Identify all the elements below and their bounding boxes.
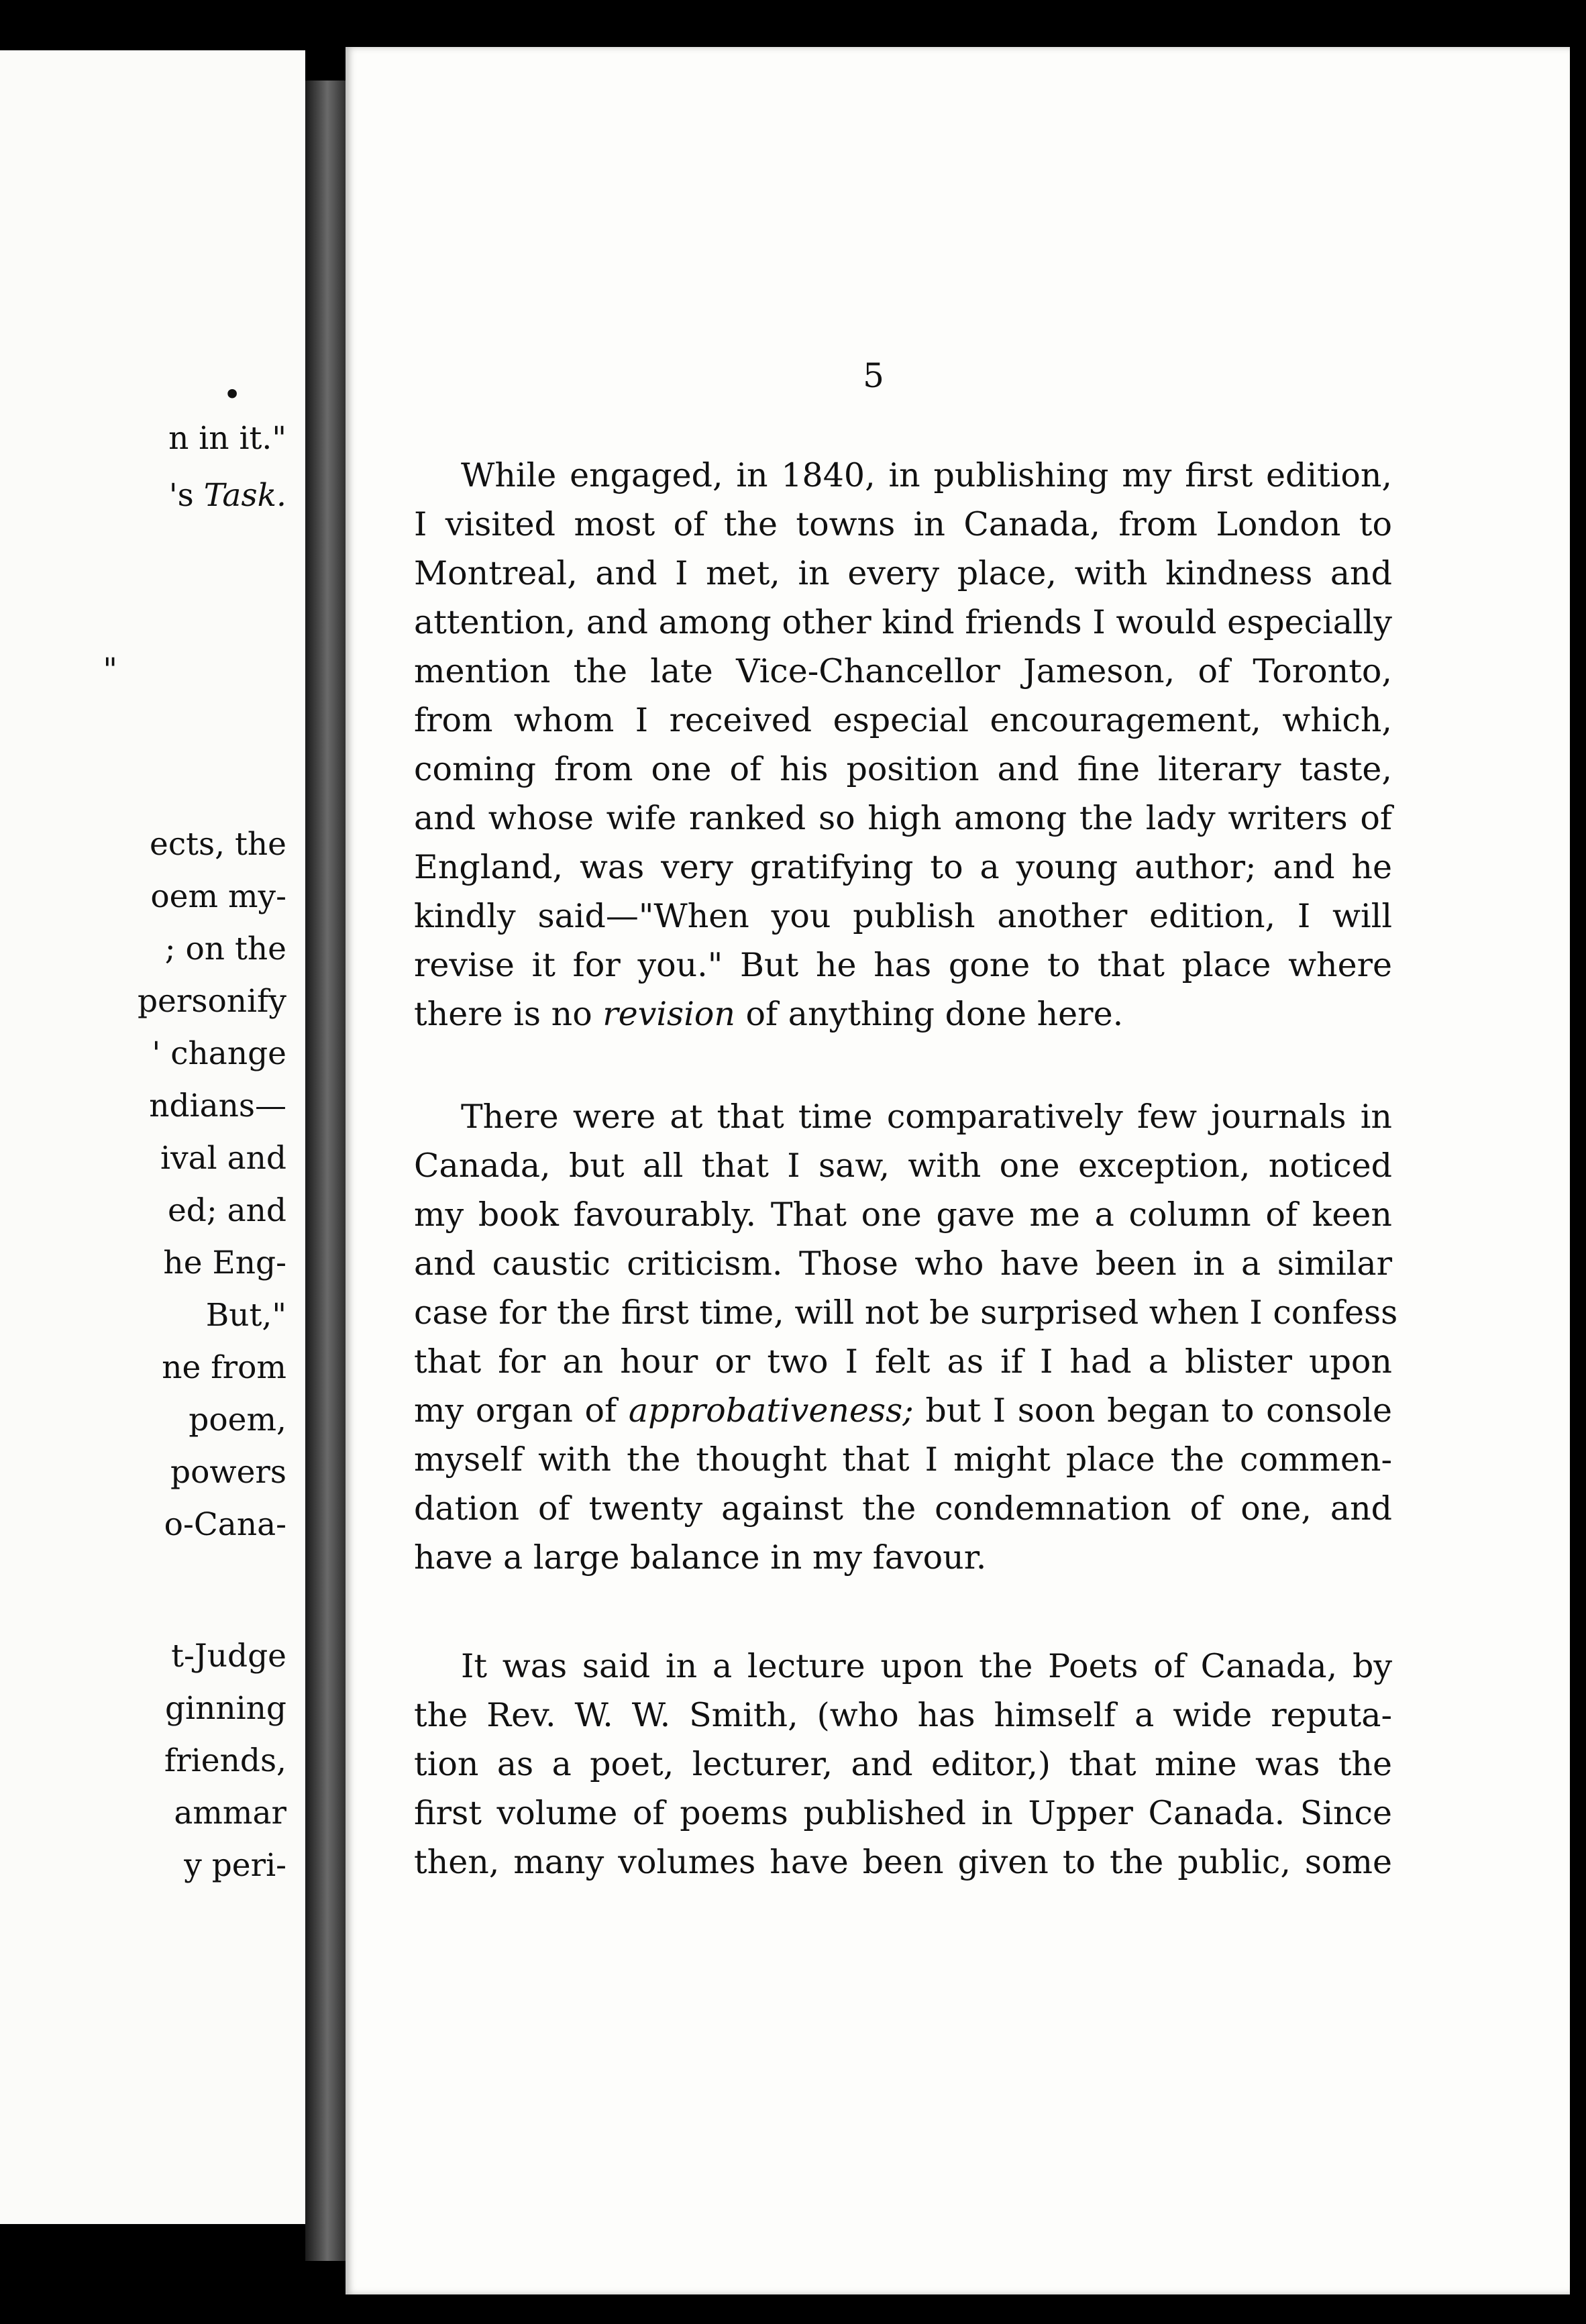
left-page-line: ndians— xyxy=(149,1088,286,1124)
paragraph-line: then, many volumes have been given to the public, some xyxy=(414,1843,1392,1881)
scan-border-top xyxy=(0,0,1586,47)
paragraph-line: case for the first time, will not be surprised when I confess xyxy=(414,1293,1398,1332)
paragraph-line: first volume of poems published in Upper Canada. Since xyxy=(414,1794,1392,1832)
left-page-line: • xyxy=(223,376,242,413)
paragraph-1 xyxy=(414,451,1392,1039)
paragraph-line: coming from one of his position and fine literary taste, xyxy=(414,750,1392,788)
left-page-line: " xyxy=(103,651,117,688)
paragraph-line: the Rev. W. W. Smith, (who has himself a wide reputa- xyxy=(414,1696,1392,1734)
book-spine-shadow xyxy=(305,81,346,2261)
left-page-fragment xyxy=(0,50,305,2224)
paragraph-line: from whom I received especial encouragement, which, xyxy=(414,701,1392,739)
paragraph-line: and caustic criticism. Those who have been in a similar xyxy=(414,1245,1392,1283)
page-number: 5 xyxy=(863,356,884,395)
paragraph-line: There were at that time comparatively few journals in xyxy=(461,1098,1392,1136)
left-page-line: he Eng- xyxy=(163,1245,286,1281)
left-page-line: personify xyxy=(137,983,286,1020)
paragraph-line: mention the late Vice-Chancellor Jameson, of Toronto, xyxy=(414,652,1392,690)
paragraph-line: kindly said—"When you publish another edition, I will xyxy=(414,897,1392,935)
left-page-line: 's Task. xyxy=(168,477,286,514)
left-page-line: o-Cana- xyxy=(164,1506,286,1543)
scan-border-bottom xyxy=(0,2294,1586,2324)
left-page-line: ; on the xyxy=(164,931,286,967)
paragraph-line: have a large balance in my favour. xyxy=(414,1538,987,1577)
left-page-line: n in it." xyxy=(168,420,286,457)
paragraph-line: dation of twenty against the condemnation of one, and xyxy=(414,1489,1392,1528)
left-page-line: ginning xyxy=(164,1690,286,1727)
left-page-line: ne from xyxy=(162,1349,286,1386)
paragraph-3 xyxy=(414,1642,1392,1887)
left-page-line: But," xyxy=(205,1297,286,1334)
left-page-line: t-Judge xyxy=(171,1638,286,1675)
paragraph-line: attention, and among other kind friends I would especially xyxy=(414,603,1392,641)
paragraph-line: myself with the thought that I might place the commen- xyxy=(414,1440,1392,1479)
left-page-line: friends, xyxy=(164,1742,286,1779)
paragraph-line: While engaged, in 1840, in publishing my first edition, xyxy=(461,456,1392,494)
paragraph-line: Canada, but all that I saw, with one exception, noticed xyxy=(414,1147,1392,1185)
paragraph-line: and whose wife ranked so high among the lady writers of xyxy=(414,799,1392,837)
paragraph-line: Montreal, and I met, in every place, with kindness and xyxy=(414,554,1392,592)
left-page-line: ects, the xyxy=(150,826,286,863)
left-page-line: poem, xyxy=(189,1402,286,1438)
paragraph-line: tion as a poet, lecturer, and editor,) that mine was the xyxy=(414,1745,1392,1783)
paragraph-2 xyxy=(414,1092,1398,1582)
paragraph-line: England, was very gratifying to a young author; and he xyxy=(414,848,1392,886)
paragraph-line: my organ of approbativeness; but I soon began to console xyxy=(414,1391,1392,1430)
left-page-line: ammar xyxy=(174,1795,286,1832)
left-page-line: ' change xyxy=(152,1035,286,1072)
paragraph-line: revise it for you." But he has gone to that place where xyxy=(414,946,1392,984)
left-page-line: powers xyxy=(170,1454,286,1491)
left-page-line: ival and xyxy=(160,1140,286,1177)
paragraph-line: there is no revision of anything done here. xyxy=(414,995,1124,1033)
paragraph-line: I visited most of the towns in Canada, from London to xyxy=(414,505,1392,543)
left-page-line: y peri- xyxy=(184,1847,286,1884)
left-page-line: oem my- xyxy=(150,878,286,915)
paragraph-line: that for an hour or two I felt as if I had a blister upon xyxy=(414,1342,1392,1381)
paragraph-line: my book favourably. That one gave me a column of keen xyxy=(414,1196,1392,1234)
paragraph-line: It was said in a lecture upon the Poets of Canada, by xyxy=(461,1647,1392,1685)
left-page-line: ed; and xyxy=(167,1192,286,1229)
